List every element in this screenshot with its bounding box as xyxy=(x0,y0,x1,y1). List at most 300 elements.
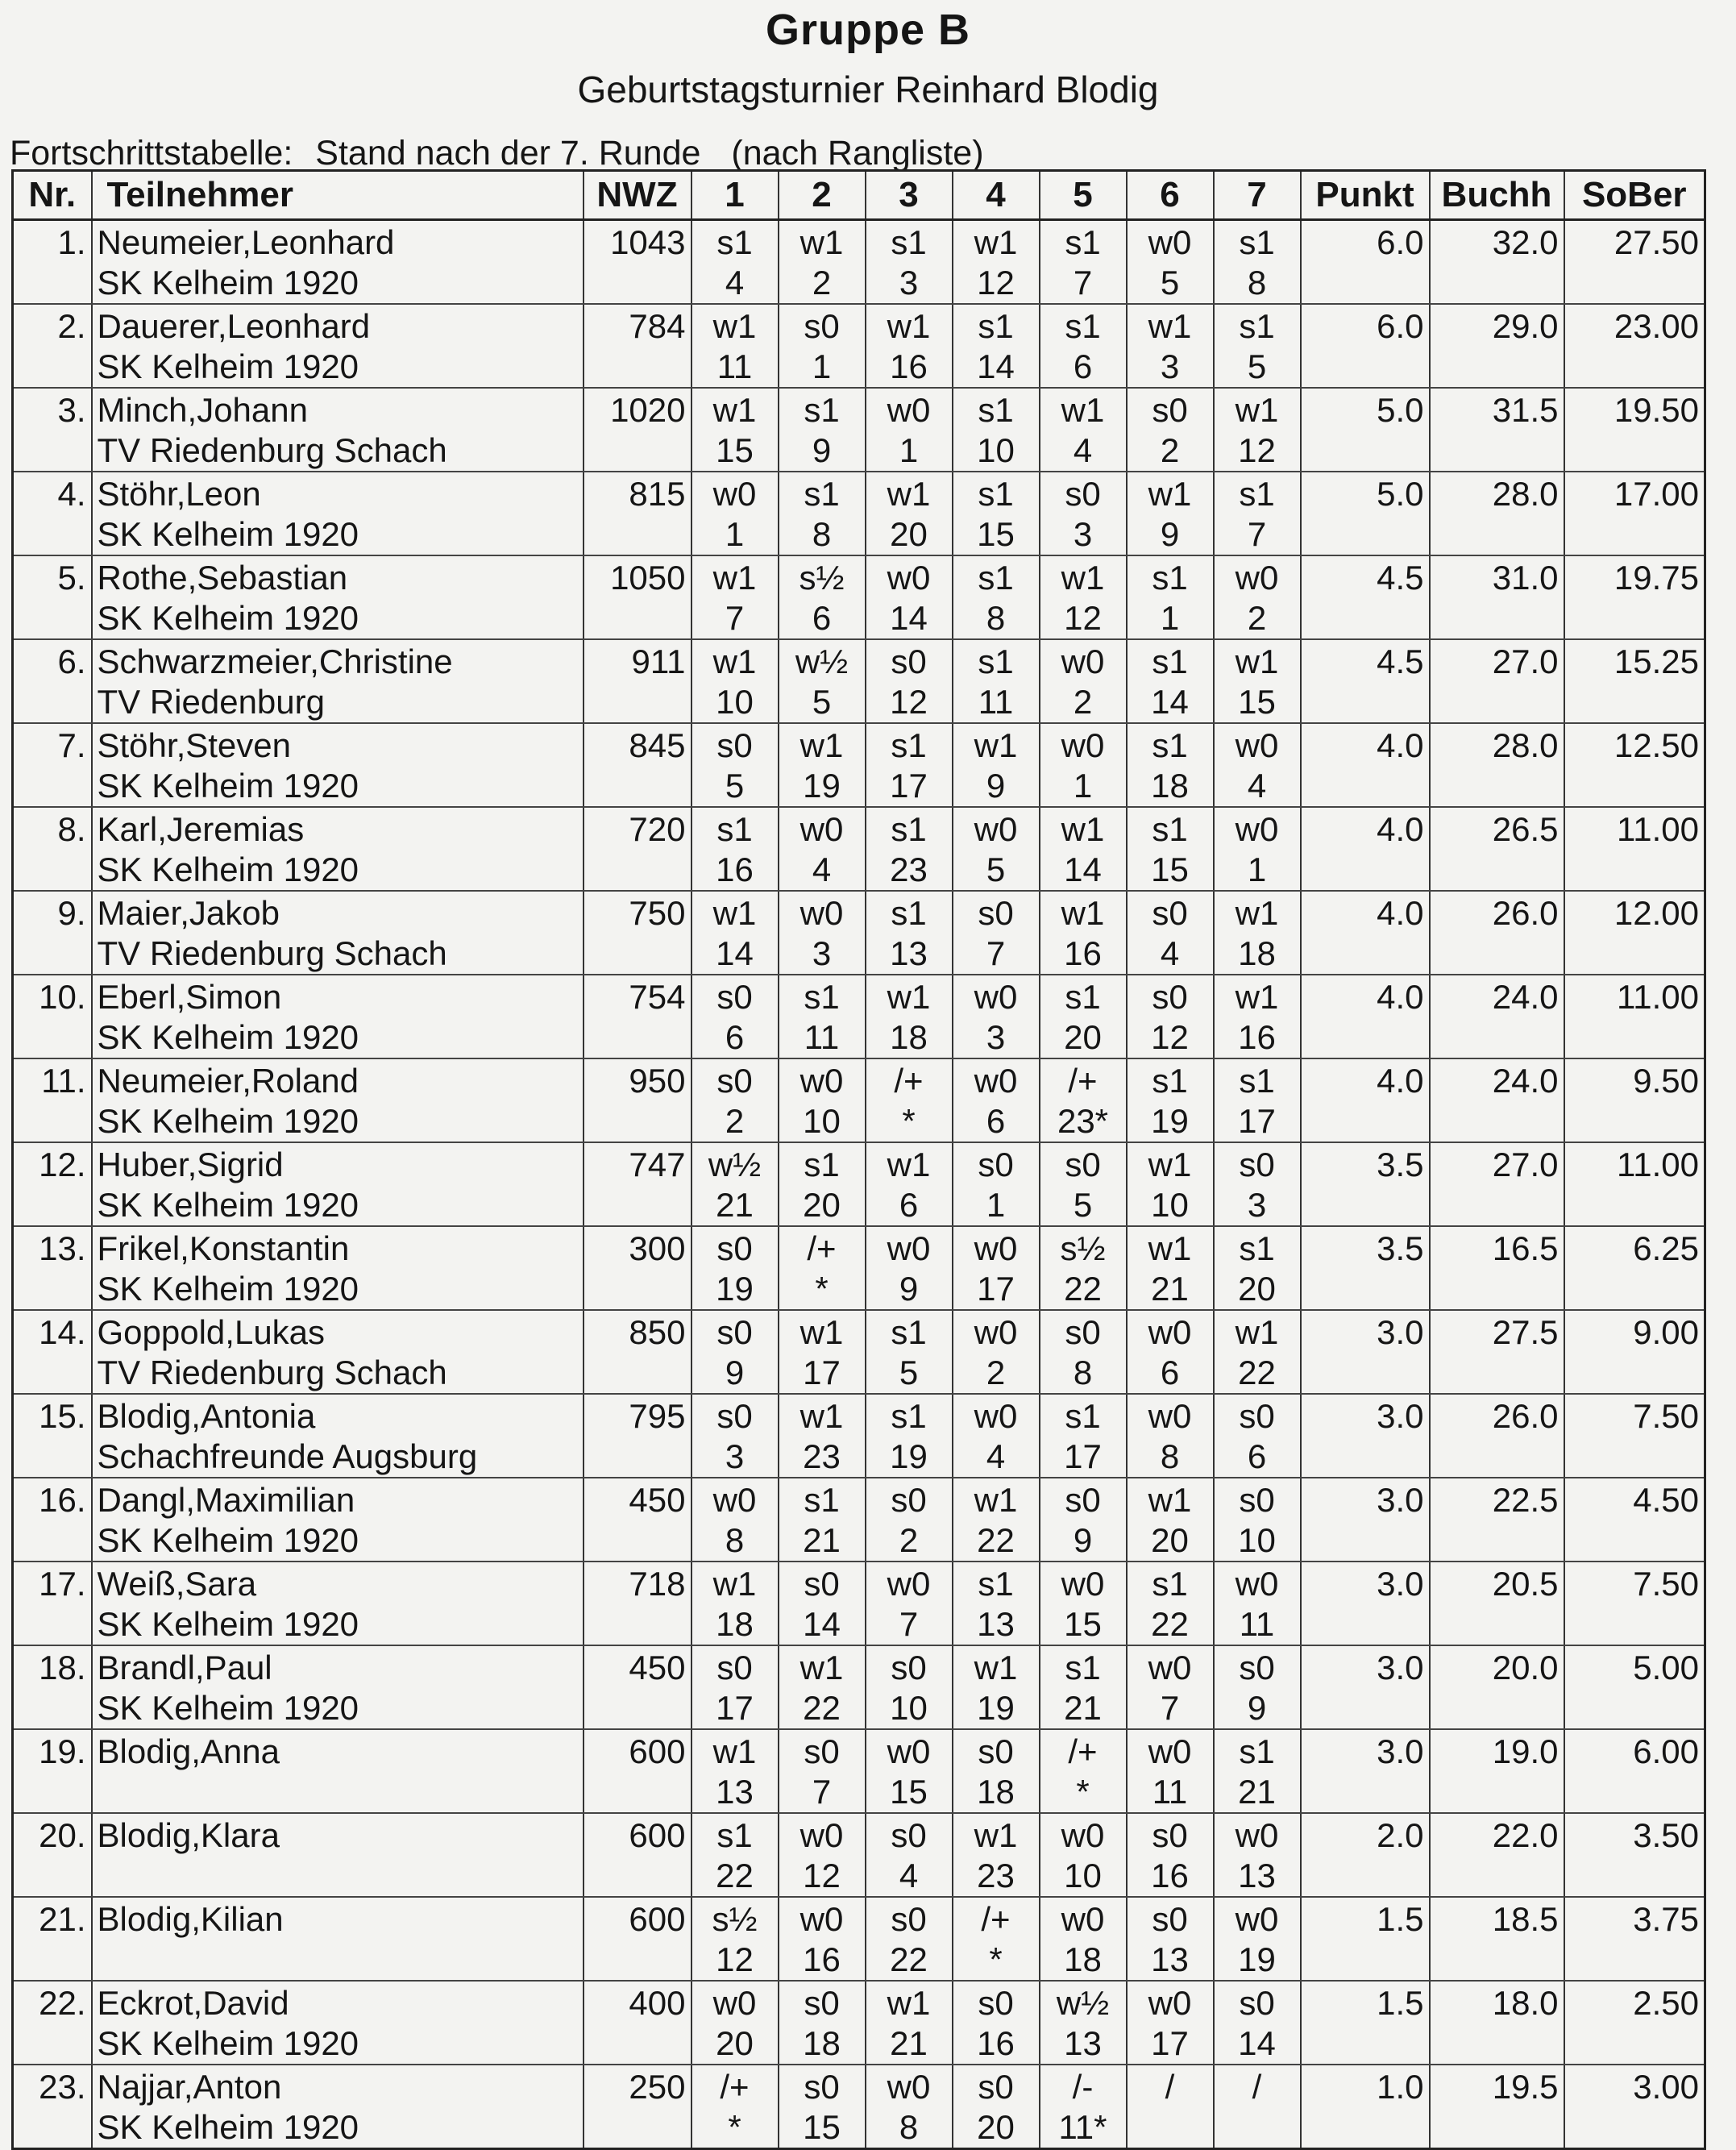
club-name: TV Riedenburg xyxy=(97,683,325,721)
result-code: w1 xyxy=(712,559,757,597)
round-6-result xyxy=(1127,1562,1214,1645)
participant xyxy=(92,2065,584,2149)
rank-number: 11. xyxy=(13,1058,92,1142)
result-code: w0 xyxy=(887,1732,931,1770)
round-5-result xyxy=(1040,1310,1127,1394)
round-5-result xyxy=(1040,1058,1127,1142)
round-3-result xyxy=(866,2065,953,2149)
opponent-number: 7 xyxy=(1073,264,1093,301)
round-4-result xyxy=(953,388,1040,472)
opponent-number: 15 xyxy=(803,2108,841,2146)
result-code: s1 xyxy=(891,894,927,932)
result-code: w1 xyxy=(887,307,931,345)
rank-number: 1. xyxy=(13,220,92,305)
table-row xyxy=(13,891,1705,975)
opponent-number: 8 xyxy=(812,515,832,553)
rank-number: 23. xyxy=(13,2065,92,2149)
round-4-result xyxy=(953,1478,1040,1562)
nwz-rating: 1050 xyxy=(584,555,691,639)
participant xyxy=(92,1058,584,1142)
result-code: s½ xyxy=(1060,1229,1106,1267)
player-name: Blodig,Antonia xyxy=(97,1397,316,1435)
club-name: SK Kelheim 1920 xyxy=(97,767,359,805)
result-code: / xyxy=(1252,2068,1262,2106)
opponent-number: 11* xyxy=(1058,2108,1107,2146)
table-row xyxy=(13,1981,1705,2065)
opponent-number: 10 xyxy=(803,1102,841,1140)
round-5-result xyxy=(1040,2065,1127,2149)
opponent-number: 10 xyxy=(1064,1857,1102,1894)
round-2-result xyxy=(779,388,866,472)
opponent-number: 11 xyxy=(804,1018,840,1056)
sober-value: 19.75 xyxy=(1564,555,1705,639)
nwz-rating: 1043 xyxy=(584,220,691,305)
player-name: Neumeier,Roland xyxy=(97,1062,359,1100)
tournament-name: Geburtstagsturnier Reinhard Blodig xyxy=(577,69,1159,110)
table-row xyxy=(13,807,1705,891)
opponent-number: 6 xyxy=(725,1018,745,1056)
sober-value: 12.00 xyxy=(1564,891,1705,975)
opponent-number: 12 xyxy=(803,1857,841,1894)
result-code: w0 xyxy=(1148,1732,1192,1770)
result-code: w1 xyxy=(1061,391,1105,429)
opponent-number: 7 xyxy=(725,599,745,637)
buchh-value: 19.0 xyxy=(1430,1729,1564,1813)
round-7-result xyxy=(1214,220,1301,305)
round-3-result xyxy=(866,723,953,807)
participant xyxy=(92,1897,584,1981)
result-code: s1 xyxy=(1239,307,1275,345)
opponent-number: 5 xyxy=(1160,264,1180,301)
opponent-number: 16 xyxy=(803,1940,841,1978)
opponent-number: 4 xyxy=(1160,934,1180,972)
buchh-value: 28.0 xyxy=(1430,723,1564,807)
opponent-number: 13 xyxy=(890,934,928,972)
punkt-value: 4.0 xyxy=(1301,1058,1430,1142)
rank-number: 8. xyxy=(13,807,92,891)
result-code: w1 xyxy=(799,223,844,261)
sober-value: 3.75 xyxy=(1564,1897,1705,1981)
opponent-number: 3 xyxy=(1073,515,1093,553)
sober-value: 11.00 xyxy=(1564,807,1705,891)
result-code: w1 xyxy=(974,1816,1018,1854)
opponent-number: 14 xyxy=(1238,2024,1276,2062)
opponent-number: 4 xyxy=(812,850,832,888)
player-name: Najjar,Anton xyxy=(97,2068,282,2106)
round-1-result xyxy=(691,1981,779,2065)
result-code: s1 xyxy=(1239,475,1275,513)
round-6-result xyxy=(1127,1813,1214,1897)
result-code: w1 xyxy=(974,726,1018,764)
result-code: w1 xyxy=(712,1565,757,1603)
result-code: w0 xyxy=(974,1062,1018,1100)
round-7-result xyxy=(1214,2065,1301,2149)
result-code: w0 xyxy=(712,1481,757,1519)
round-7-result xyxy=(1214,1226,1301,1310)
buchh-value: 18.0 xyxy=(1430,1981,1564,2065)
result-code: s1 xyxy=(891,223,927,261)
round-4-result xyxy=(953,1729,1040,1813)
opponent-number: 2 xyxy=(1160,431,1180,469)
buchh-value: 22.5 xyxy=(1430,1478,1564,1562)
opponent-number: 14 xyxy=(1064,850,1102,888)
round-2-result xyxy=(779,975,866,1058)
opponent-number: 18 xyxy=(803,2024,841,2062)
sober-value: 4.50 xyxy=(1564,1478,1705,1562)
sober-value: 23.00 xyxy=(1564,304,1705,388)
round-6-result xyxy=(1127,1981,1214,2065)
rank-number: 15. xyxy=(13,1394,92,1478)
club-name: SK Kelheim 1920 xyxy=(97,599,359,637)
sober-value: 7.50 xyxy=(1564,1562,1705,1645)
opponent-number: 16 xyxy=(890,347,928,385)
rank-number: 17. xyxy=(13,1562,92,1645)
opponent-number: 16 xyxy=(977,2024,1015,2062)
opponent-number: 16 xyxy=(1064,934,1102,972)
club-name: SK Kelheim 1920 xyxy=(97,264,359,301)
result-code: s1 xyxy=(1152,1565,1188,1603)
opponent-number: 20 xyxy=(716,2024,754,2062)
rank-number: 19. xyxy=(13,1729,92,1813)
round-4-result xyxy=(953,2065,1040,2149)
opponent-number: 6 xyxy=(1247,1437,1267,1475)
opponent-number: 10 xyxy=(1238,1521,1276,1559)
result-code: s0 xyxy=(716,978,753,1016)
nwz-rating: 450 xyxy=(584,1478,691,1562)
opponent-number: 20 xyxy=(803,1186,841,1224)
result-code: s0 xyxy=(891,1900,927,1938)
result-code: s½ xyxy=(799,559,845,597)
nwz-rating: 815 xyxy=(584,472,691,555)
opponent-number: 18 xyxy=(1151,767,1189,805)
sober-value: 3.00 xyxy=(1564,2065,1705,2149)
round-3-result xyxy=(866,807,953,891)
player-name: Stöhr,Steven xyxy=(97,726,291,764)
result-code: w1 xyxy=(887,475,931,513)
buchh-value: 26.5 xyxy=(1430,807,1564,891)
player-name: Schwarzmeier,Christine xyxy=(97,643,453,680)
opponent-number: 23 xyxy=(890,850,928,888)
round-2-result xyxy=(779,1813,866,1897)
result-code: s0 xyxy=(716,1397,753,1435)
result-code: w0 xyxy=(1061,1816,1105,1854)
opponent-number: 15 xyxy=(977,515,1015,553)
opponent-number: * xyxy=(815,1270,829,1308)
table-row xyxy=(13,639,1705,723)
nwz-rating: 600 xyxy=(584,1897,691,1981)
round-6-result xyxy=(1127,1729,1214,1813)
caption-order: (nach Rangliste) xyxy=(731,134,984,173)
round-7-result xyxy=(1214,1142,1301,1226)
round-7-result xyxy=(1214,807,1301,891)
result-code: w1 xyxy=(1148,1146,1192,1183)
opponent-number: 19 xyxy=(1151,1102,1189,1140)
opponent-number: 4 xyxy=(1247,767,1267,805)
round-7-result xyxy=(1214,723,1301,807)
result-code: s0 xyxy=(1239,1146,1275,1183)
opponent-number: 2 xyxy=(986,1354,1006,1391)
opponent-number: * xyxy=(989,1940,1003,1978)
round-1-result xyxy=(691,2065,779,2149)
result-code: s0 xyxy=(978,1732,1014,1770)
rank-number: 22. xyxy=(13,1981,92,2065)
rank-number: 3. xyxy=(13,388,92,472)
round-6-result xyxy=(1127,1142,1214,1226)
opponent-number: 7 xyxy=(986,934,1006,972)
round-6-result xyxy=(1127,1478,1214,1562)
round-1-result xyxy=(691,472,779,555)
result-code: s0 xyxy=(978,1984,1014,2022)
round-1-result xyxy=(691,220,779,305)
nwz-rating: 720 xyxy=(584,807,691,891)
nwz-rating: 747 xyxy=(584,1142,691,1226)
buchh-value: 27.0 xyxy=(1430,639,1564,723)
opponent-number: 17 xyxy=(977,1270,1015,1308)
result-code: w½ xyxy=(1056,1984,1110,2022)
player-name: Goppold,Lukas xyxy=(97,1313,326,1351)
round-5-result xyxy=(1040,1226,1127,1310)
opponent-number: 6 xyxy=(1160,1354,1180,1391)
result-code: s0 xyxy=(1152,978,1188,1016)
round-7-result xyxy=(1214,1562,1301,1645)
nwz-rating: 754 xyxy=(584,975,691,1058)
round-3-result xyxy=(866,891,953,975)
round-6-result xyxy=(1127,388,1214,472)
result-code: /- xyxy=(1072,2068,1094,2106)
round-5-result xyxy=(1040,891,1127,975)
round-5-result xyxy=(1040,1562,1127,1645)
result-code: w0 xyxy=(887,1565,931,1603)
punkt-value: 3.5 xyxy=(1301,1142,1430,1226)
round-1-result xyxy=(691,555,779,639)
round-3-result xyxy=(866,1058,953,1142)
opponent-number: 18 xyxy=(890,1018,928,1056)
result-code: w1 xyxy=(799,1397,844,1435)
table-body xyxy=(13,220,1705,2149)
club-name: TV Riedenburg Schach xyxy=(97,934,447,972)
col-header-teilnehmer: Teilnehmer xyxy=(92,171,584,220)
round-6-result xyxy=(1127,975,1214,1058)
punkt-value: 3.0 xyxy=(1301,1645,1430,1729)
nwz-rating: 950 xyxy=(584,1058,691,1142)
participant xyxy=(92,1310,584,1394)
rank-number: 6. xyxy=(13,639,92,723)
result-code: w½ xyxy=(708,1146,762,1183)
opponent-number: 5 xyxy=(812,683,832,721)
participant xyxy=(92,723,584,807)
opponent-number: 2 xyxy=(1247,599,1267,637)
opponent-number: 8 xyxy=(1160,1437,1180,1475)
player-name: Weiß,Sara xyxy=(97,1565,257,1603)
opponent-number: 15 xyxy=(890,1773,928,1811)
opponent-number: 4 xyxy=(1073,431,1093,469)
result-code: w0 xyxy=(1061,726,1105,764)
nwz-rating: 718 xyxy=(584,1562,691,1645)
opponent-number: 15 xyxy=(1151,850,1189,888)
round-1-result xyxy=(691,1729,779,1813)
round-5-result xyxy=(1040,975,1127,1058)
opponent-number: 11 xyxy=(978,683,1014,721)
opponent-number: 12 xyxy=(977,264,1015,301)
opponent-number: 18 xyxy=(1238,934,1276,972)
opponent-number: 22 xyxy=(1238,1354,1276,1391)
opponent-number: 2 xyxy=(1073,683,1093,721)
opponent-number: 21 xyxy=(716,1186,754,1224)
player-name: Karl,Jeremias xyxy=(97,810,305,848)
result-code: w1 xyxy=(799,1313,844,1351)
result-code: w0 xyxy=(887,1229,931,1267)
round-4-result xyxy=(953,891,1040,975)
round-7-result xyxy=(1214,1813,1301,1897)
nwz-rating: 850 xyxy=(584,1310,691,1394)
round-5-result xyxy=(1040,639,1127,723)
result-code: s0 xyxy=(1065,1481,1101,1519)
result-code: s1 xyxy=(1152,726,1188,764)
player-name: Eberl,Simon xyxy=(97,978,282,1016)
round-6-result xyxy=(1127,555,1214,639)
result-code: s0 xyxy=(716,726,753,764)
club-name: SK Kelheim 1920 xyxy=(97,1689,359,1727)
player-name: Minch,Johann xyxy=(97,391,308,429)
result-code: w1 xyxy=(1235,1313,1279,1351)
result-code: w0 xyxy=(1061,643,1105,680)
caption-label: Fortschrittstabelle: xyxy=(10,134,293,173)
round-2-result xyxy=(779,639,866,723)
club-name: SK Kelheim 1920 xyxy=(97,347,359,385)
round-2-result xyxy=(779,2065,866,2149)
round-7-result xyxy=(1214,1645,1301,1729)
round-6-result xyxy=(1127,639,1214,723)
result-code: s1 xyxy=(1065,307,1101,345)
round-7-result xyxy=(1214,639,1301,723)
punkt-value: 1.5 xyxy=(1301,1897,1430,1981)
punkt-value: 4.0 xyxy=(1301,723,1430,807)
round-7-result xyxy=(1214,975,1301,1058)
result-code: s0 xyxy=(1065,1146,1101,1183)
opponent-number: 8 xyxy=(725,1521,745,1559)
opponent-number: 20 xyxy=(1064,1018,1102,1056)
round-1-result xyxy=(691,1142,779,1226)
round-4-result xyxy=(953,1813,1040,1897)
round-6-result xyxy=(1127,1310,1214,1394)
result-code: s1 xyxy=(1239,1062,1275,1100)
result-code: s0 xyxy=(804,1732,840,1770)
rank-number: 21. xyxy=(13,1897,92,1981)
participant xyxy=(92,1645,584,1729)
result-code: /+ xyxy=(894,1062,924,1100)
result-code: s0 xyxy=(804,2068,840,2106)
result-code: w0 xyxy=(799,1062,844,1100)
opponent-number: 6 xyxy=(1073,347,1093,385)
punkt-value: 6.0 xyxy=(1301,304,1430,388)
result-code: s0 xyxy=(891,643,927,680)
round-3-result xyxy=(866,1813,953,1897)
result-code: s1 xyxy=(978,1565,1014,1603)
opponent-number: 22 xyxy=(716,1857,754,1894)
opponent-number: 10 xyxy=(890,1689,928,1727)
opponent-number: 12 xyxy=(716,1940,754,1978)
opponent-number: 19 xyxy=(1238,1940,1276,1978)
punkt-value: 4.0 xyxy=(1301,807,1430,891)
round-2-result xyxy=(779,1478,866,1562)
table-caption xyxy=(10,134,984,173)
buchh-value: 26.0 xyxy=(1430,891,1564,975)
table-row xyxy=(13,1394,1705,1478)
buchh-value: 31.5 xyxy=(1430,388,1564,472)
opponent-number: 14 xyxy=(803,1605,841,1643)
result-code: w0 xyxy=(799,894,844,932)
round-4-result xyxy=(953,1226,1040,1310)
result-code: w1 xyxy=(1148,1481,1192,1519)
player-name: Frikel,Konstantin xyxy=(97,1229,350,1267)
punkt-value: 3.0 xyxy=(1301,1729,1430,1813)
punkt-value: 2.0 xyxy=(1301,1813,1430,1897)
nwz-rating: 400 xyxy=(584,1981,691,2065)
sober-value: 15.25 xyxy=(1564,639,1705,723)
round-1-result xyxy=(691,1645,779,1729)
result-code: s½ xyxy=(712,1900,758,1938)
table-row xyxy=(13,1562,1705,1645)
round-3-result xyxy=(866,1310,953,1394)
round-7-result xyxy=(1214,1310,1301,1394)
opponent-number: 12 xyxy=(1238,431,1276,469)
participant xyxy=(92,1142,584,1226)
opponent-number: * xyxy=(1076,1773,1090,1811)
opponent-number: 4 xyxy=(899,1857,919,1894)
result-code: w0 xyxy=(974,978,1018,1016)
opponent-number: 2 xyxy=(725,1102,745,1140)
opponent-number: 20 xyxy=(977,2108,1015,2146)
round-7-result xyxy=(1214,1394,1301,1478)
result-code: w0 xyxy=(1235,810,1279,848)
result-code: w0 xyxy=(887,391,931,429)
player-name: Maier,Jakob xyxy=(97,894,280,932)
buchh-value: 22.0 xyxy=(1430,1813,1564,1897)
punkt-value: 3.5 xyxy=(1301,1226,1430,1310)
round-6-result xyxy=(1127,1226,1214,1310)
result-code: s0 xyxy=(891,1481,927,1519)
opponent-number: 7 xyxy=(812,1773,832,1811)
player-name: Brandl,Paul xyxy=(97,1649,272,1686)
participant xyxy=(92,891,584,975)
round-7-result xyxy=(1214,388,1301,472)
result-code: s1 xyxy=(978,391,1014,429)
col-header-nwz: NWZ xyxy=(584,171,691,220)
round-6-result xyxy=(1127,1897,1214,1981)
participant xyxy=(92,1394,584,1478)
nwz-rating: 300 xyxy=(584,1226,691,1310)
round-1-result xyxy=(691,388,779,472)
player-name: Eckrot,David xyxy=(97,1984,289,2022)
opponent-number: 5 xyxy=(986,850,1006,888)
round-3-result xyxy=(866,1394,953,1478)
buchh-value: 20.0 xyxy=(1430,1645,1564,1729)
sober-value: 7.50 xyxy=(1564,1394,1705,1478)
result-code: s0 xyxy=(716,1229,753,1267)
round-4-result xyxy=(953,1394,1040,1478)
round-4-result xyxy=(953,1142,1040,1226)
round-6-result xyxy=(1127,2065,1214,2149)
club-name: SK Kelheim 1920 xyxy=(97,1605,359,1643)
sober-value: 3.50 xyxy=(1564,1813,1705,1897)
caption-status: Stand nach der 7. Runde xyxy=(315,134,701,173)
opponent-number: 1 xyxy=(1247,850,1267,888)
round-2-result xyxy=(779,1562,866,1645)
opponent-number: 14 xyxy=(890,599,928,637)
opponent-number: 13 xyxy=(1151,1940,1189,1978)
club-name: Schachfreunde Augsburg xyxy=(97,1437,478,1475)
result-code: s0 xyxy=(804,307,840,345)
